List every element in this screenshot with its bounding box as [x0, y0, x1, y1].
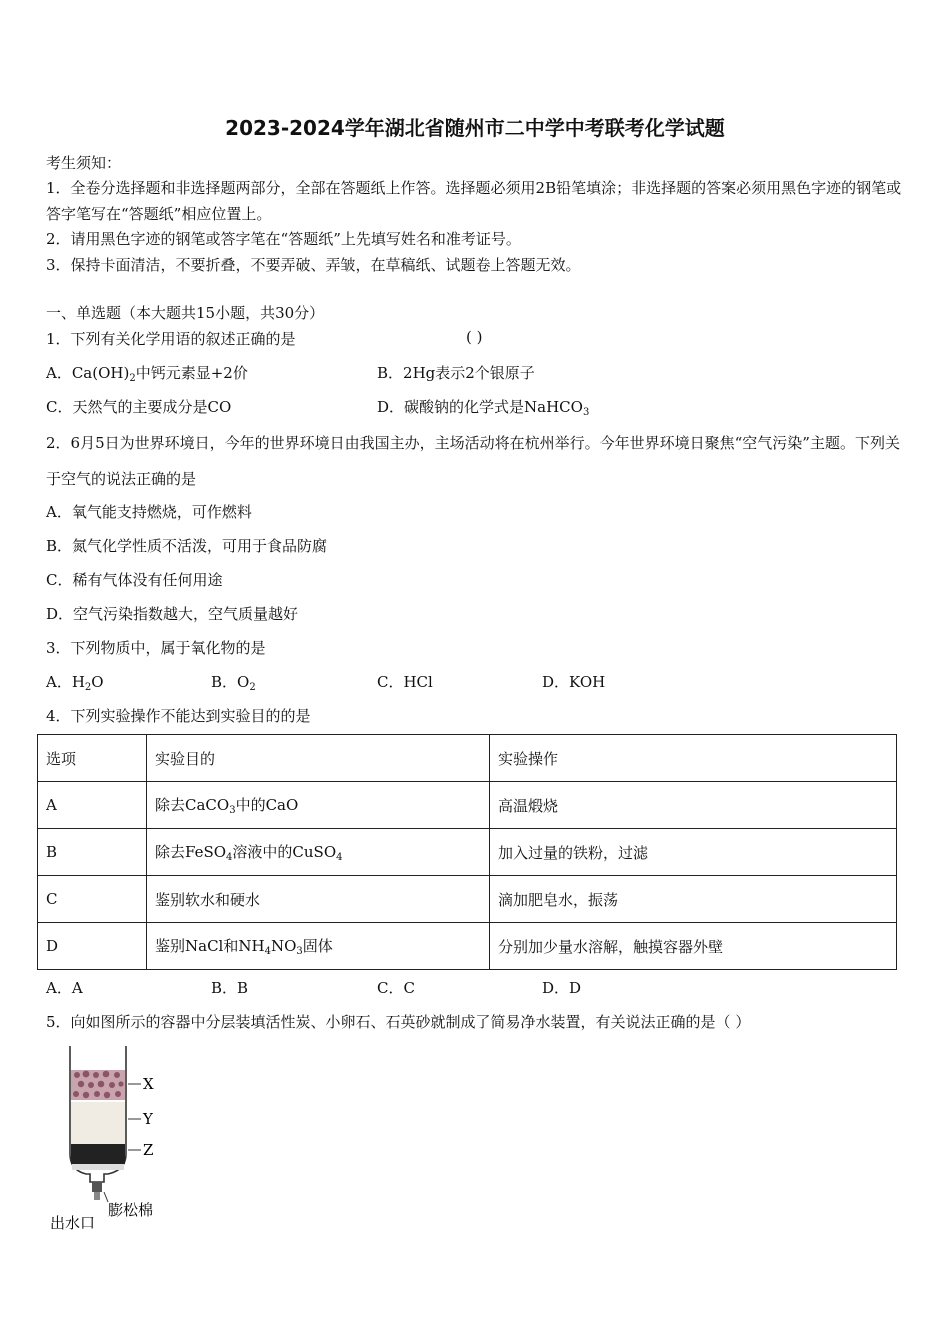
row-purpose: 鉴别NaCl和$NH_4NO_3$固体 — [147, 923, 490, 970]
q2-option-a: A．氧气能支持燃烧，可作燃料 — [46, 503, 252, 521]
layer-z-carbon — [71, 1144, 125, 1164]
table-row — [38, 923, 897, 970]
notice-item-1: 1．全卷分选择题和非选择题两部分，全部在答题纸上作答。选择题必须用2B铅笔填涂；非选择题的答案必须用黑色字迹的钢笔或答字笔写在“答题纸”相应位置上。 — [46, 179, 902, 223]
q3-option-b: B．$O_2$ — [211, 673, 256, 693]
table-row — [38, 829, 897, 876]
row-key: C — [38, 876, 147, 923]
header-option: 选项 — [38, 735, 147, 782]
q4-option-a: A．A — [46, 979, 83, 997]
table-row — [38, 782, 897, 829]
q5-stem: 5．向如图所示的容器中分层装填活性炭、小卵石、石英砂就制成了简易净水装置，有关说法正确的是（ ） — [46, 1013, 751, 1031]
table-row — [38, 876, 897, 923]
row-purpose: 鉴别软水和硬水 — [147, 876, 490, 923]
q4-option-c: C．C — [377, 979, 415, 997]
q3-option-c: C．HCl — [377, 673, 433, 691]
row-operation: 高温煅烧 — [490, 782, 897, 829]
row-operation: 分别加少量水溶解，触摸容器外壁 — [490, 923, 897, 970]
q1-option-a: A．$Ca(OH)_2$中钙元素显+2价 — [46, 364, 248, 384]
q2-option-d: D．空气污染指数越大，空气质量越好 — [46, 605, 299, 623]
label-cotton: 膨松棉 — [108, 1201, 154, 1219]
q2-option-c: C．稀有气体没有任何用途 — [46, 571, 223, 589]
outlet-nozzle — [92, 1182, 102, 1192]
row-key: A — [38, 782, 147, 829]
label-outlet: 出水口 — [50, 1214, 96, 1232]
label-x: X — [143, 1075, 154, 1093]
q1-paren: ( ) — [466, 328, 483, 346]
q4-option-d: D．D — [542, 979, 582, 997]
q1-stem: 1．下列有关化学用语的叙述正确的是 — [46, 330, 296, 348]
q3-option-a: A．$H_2O$ — [46, 673, 104, 693]
q2-stem: 2．6月5日为世界环境日，今年的世界环境日由我国主办，主场活动将在杭州举行。今年世界环境日聚焦“空气污染”主题。下列关于空气的说法正确的是 — [46, 434, 900, 488]
cotton-layer — [72, 1164, 124, 1170]
q1-option-c: C．天然气的主要成分是CO — [46, 398, 232, 416]
notice-heading: 考生须知： — [46, 154, 122, 172]
q1-option-b: B．2Hg表示2个银原子 — [377, 364, 535, 382]
outlet-tip — [94, 1192, 100, 1200]
header-operation: 实验操作 — [490, 735, 897, 782]
q3-stem: 3．下列物质中，属于氧化物的是 — [46, 639, 266, 657]
table-header-row — [38, 735, 897, 782]
page-title: 2023-2024学年湖北省随州市二中学中考联考化学试题 — [225, 116, 725, 140]
q4-option-b: B．B — [211, 979, 249, 997]
row-key: D — [38, 923, 147, 970]
notice-item-2: 2．请用黑色字迹的钢笔或答字笔在“答题纸”上先填写姓名和准考证号。 — [46, 230, 521, 248]
row-key: B — [38, 829, 147, 876]
q4-stem: 4．下列实验操作不能达到实验目的的是 — [46, 707, 311, 725]
label-y: Y — [143, 1110, 153, 1128]
label-z: Z — [143, 1141, 154, 1159]
q1-option-d: D．碳酸钠的化学式是NaHCO$_3$ — [377, 398, 590, 418]
layer-y-sand — [71, 1102, 125, 1144]
notice-item-3: 3．保持卡面清洁，不要折叠，不要弄破、弄皱，在草稿纸、试题卷上答题无效。 — [46, 256, 581, 274]
row-operation: 加入过量的铁粉，过滤 — [490, 829, 897, 876]
q4-table — [37, 734, 897, 970]
q3-option-d: D．KOH — [542, 673, 606, 691]
section-heading: 一、单选题（本大题共15小题，共30分） — [46, 304, 325, 322]
header-purpose: 实验目的 — [147, 735, 490, 782]
row-operation: 滴加肥皂水，振荡 — [490, 876, 897, 923]
row-purpose: 除去FeSO$_4$溶液中的CuSO$_4$ — [147, 829, 490, 876]
water-filter-figure — [46, 1044, 176, 1234]
row-purpose: 除去CaCO$_3$中的CaO — [147, 782, 490, 829]
q2-option-b: B．氮气化学性质不活泼，可用于食品防腐 — [46, 537, 328, 555]
